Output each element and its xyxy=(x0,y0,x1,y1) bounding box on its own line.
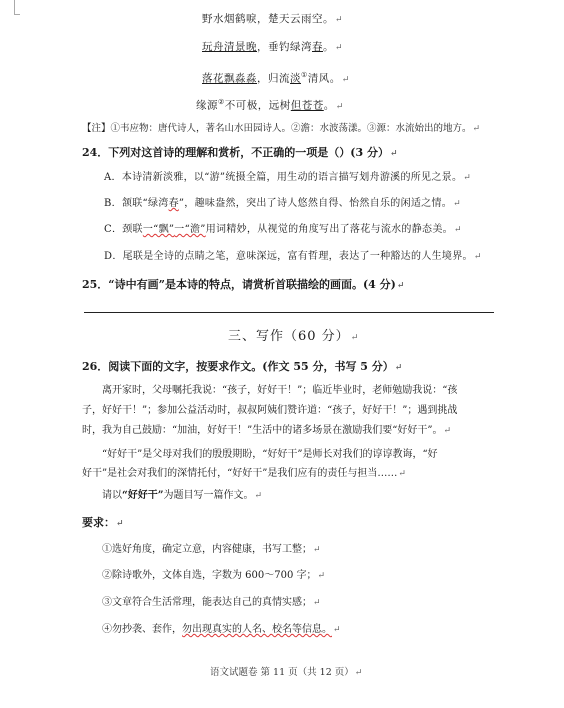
requirement-3: ③文章符合生活常理，能表达自己的真情实感；↵ xyxy=(102,597,321,608)
q26-title: 26．阅读下面的文字，按要求作文。(作文 55 分，书写 5 分）↵ xyxy=(82,360,403,373)
q24-title: 24．下列对这首诗的理解和赏析，不正确的一项是（）(3 分）↵ xyxy=(82,146,398,159)
requirement-1: ①选好角度，确定立意，内容健康，书写工整；↵ xyxy=(102,544,321,555)
poem-line-3: 落花飘淼淼，归流淡①清风。↵ xyxy=(202,71,350,85)
poem-note: 【注】①韦应物：唐代诗人，著名山水田园诗人。②澹：水波荡漾。③源：水流始出的地方。↵ xyxy=(82,123,481,134)
poem-line-1: 野水烟鹤唳，楚天云雨空。↵ xyxy=(202,13,344,25)
page-corner-mark-tick xyxy=(14,14,20,15)
section-title: 三、写作（60 分）↵ xyxy=(228,329,360,344)
prompt-paragraph-2-line-2: 好干”是社会对我们的深情托付，“好好干”是我们应有的责任与担当……↵ xyxy=(82,468,406,479)
poem-line-2: 玩舟清景晚，垂钓绿湾春。↵ xyxy=(202,41,344,53)
q24-option-d: D．尾联是全诗的点睛之笔，意味深远，富有哲理，表达了一种豁达的人生境界。↵ xyxy=(104,251,482,262)
q25-title: 25．“诗中有画”是本诗的特点，请赏析首联描绘的画面。(4 分)↵ xyxy=(82,278,405,291)
requirement-4: ④勿抄袭、套作，勿出现真实的人名、校名等信息。↵ xyxy=(102,624,341,635)
poem-line-4: 缘源②不可极，远树但苍苍。↵ xyxy=(196,98,344,112)
requirements-heading: 要求：↵ xyxy=(82,516,124,529)
prompt-paragraph-1-line-2: 子，好好干！”；参加公益活动时，叔叔阿姨们赞许道：“孩子，好好干！”；遇到挑战 xyxy=(82,405,458,416)
requirement-2: ②除诗歌外，文体自选，字数为 600～700 字；↵ xyxy=(102,570,326,581)
q24-option-a: A．本诗清新淡雅，以“游”统摄全篇，用生动的语言描写划舟游溪的所见之景。↵ xyxy=(104,172,472,183)
answer-line xyxy=(84,312,494,313)
q24-option-b: B．颔联“绿湾春”，趣味盎然，突出了诗人悠然自得、怡然自乐的闲适之情。↵ xyxy=(104,198,461,209)
prompt-paragraph-2-line-1: “好好干”是父母对我们的殷殷期盼，“好好干”是师长对我们的谆谆教诲，“好 xyxy=(102,449,438,460)
prompt-paragraph-1-line-1: 离开家时，父母嘱托我说：“孩子，好好干！”；临近毕业时，老师勉励我说：“孩 xyxy=(102,385,458,396)
page-corner-mark xyxy=(14,0,15,14)
page-footer: 语文试题卷 第 11 页（共 12 页）↵ xyxy=(210,667,363,678)
q24-option-c: C．颈联一“飘”一“澹”用词精妙，从视觉的角度写出了落花与流水的静态美。↵ xyxy=(104,224,462,235)
prompt-paragraph-1-line-3: 时，我为自己鼓励：“加油，好好干！”生活中的诸多场景在激励我们要“好好干”。↵ xyxy=(82,425,451,436)
prompt-instruction: 请以“好好干”为题目写一篇作文。↵ xyxy=(102,490,263,501)
